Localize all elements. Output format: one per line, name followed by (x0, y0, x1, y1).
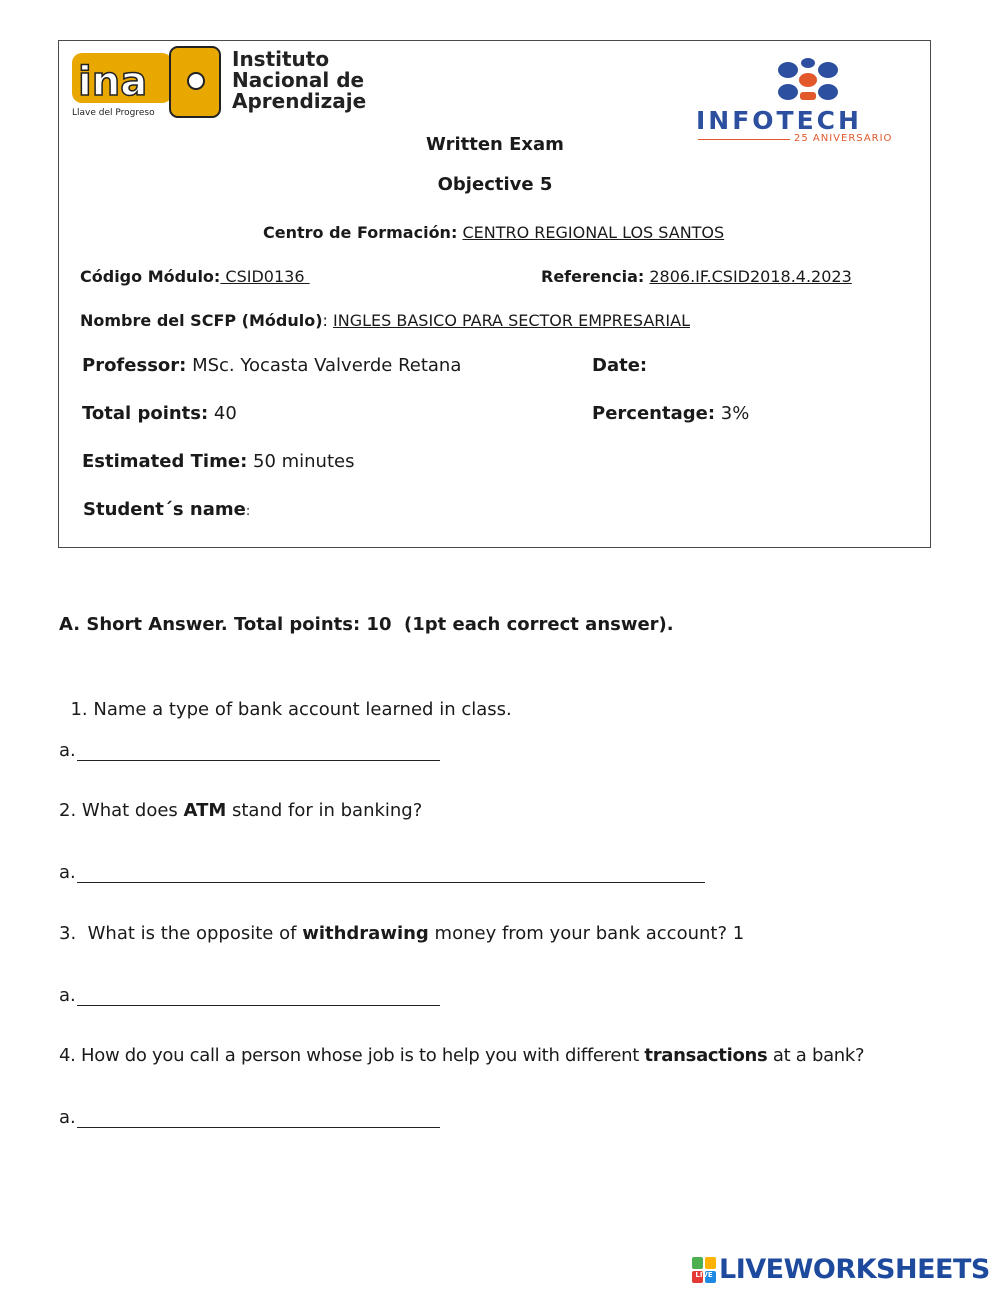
total-points-label: Total points: (82, 403, 209, 424)
answer-1-prefix: a. (59, 740, 76, 761)
question-3-keyword: withdrawing (302, 923, 429, 944)
estimated-time-value: 50 minutes (247, 451, 355, 472)
answer-4-line[interactable] (77, 1127, 440, 1128)
question-4-keyword: transactions (644, 1045, 768, 1066)
nombre-value: INGLES BASICO PARA SECTOR EMPRESARIAL (333, 311, 690, 330)
infotech-emblem-icon (768, 58, 848, 106)
professor-value: MSc. Yocasta Valverde Retana (186, 355, 462, 376)
ina-name-line3: Aprendizaje (232, 89, 367, 113)
date-label: Date: (592, 355, 648, 376)
codigo-row (80, 267, 310, 286)
codigo-label: Código Módulo: (80, 267, 221, 286)
nombre-label: Nombre del SCFP (Módulo) (80, 311, 323, 330)
centro-row (263, 223, 724, 242)
percentage-label: Percentage: (592, 403, 716, 424)
question-1-text: 1. Name a type of bank account learned in class. (70, 699, 512, 720)
question-2-post: stand for in banking? (226, 800, 423, 821)
question-1 (59, 678, 512, 720)
liveworksheets-brand: LIVEWORKSHEETS (719, 1254, 990, 1285)
question-3-post: money from your bank account? 1 (428, 923, 745, 944)
ina-logo (70, 45, 370, 120)
liveworksheets-badge-icon (692, 1257, 716, 1283)
infotech-logo (696, 58, 916, 148)
answer-1-row (59, 740, 76, 761)
referencia-row (541, 267, 852, 286)
answer-1-line[interactable] (77, 760, 440, 761)
ina-name-line2: Nacional de (232, 68, 365, 92)
referencia-value: 2806.IF.CSID2018.4.2023 (649, 267, 852, 286)
codigo-value: CSID0136 (220, 267, 310, 286)
question-3 (59, 923, 744, 944)
ina-name-line1: Instituto (232, 47, 330, 71)
professor-row (82, 355, 461, 376)
answer-3-row (59, 985, 76, 1006)
total-points-row (82, 403, 237, 424)
ina-key-logo-icon (70, 45, 222, 120)
answer-2-prefix: a. (59, 862, 76, 883)
answer-2-row (59, 862, 76, 883)
answer-2-line[interactable] (77, 882, 705, 883)
answer-3-prefix: a. (59, 985, 76, 1006)
student-name-colon: : (245, 504, 251, 519)
infotech-divider (698, 139, 790, 140)
professor-label: Professor: (82, 355, 187, 376)
question-3-pre: 3. What is the opposite of (59, 923, 303, 944)
percentage-value: 3% (715, 403, 750, 424)
nombre-row (80, 311, 690, 330)
liveworksheets-logo[interactable] (692, 1254, 992, 1286)
centro-value: CENTRO REGIONAL LOS SANTOS (462, 223, 725, 242)
nombre-sep: : (322, 311, 334, 330)
total-points-value: 40 (208, 403, 237, 424)
liveworksheets-badge-text: LIVE (695, 1271, 713, 1279)
question-2-keyword: ATM (183, 800, 227, 821)
question-4-post: at a bank? (767, 1045, 865, 1066)
estimated-time-label: Estimated Time: (82, 451, 248, 472)
answer-3-line[interactable] (77, 1005, 440, 1006)
question-2 (59, 800, 422, 821)
ina-mark-text: ina (78, 59, 148, 105)
answer-4-row (59, 1107, 76, 1128)
percentage-row (592, 403, 749, 424)
referencia-label: Referencia: (541, 267, 645, 286)
student-name-row (83, 499, 250, 520)
question-4-pre: 4. How do you call a person whose job is to help you with different (59, 1045, 645, 1066)
question-2-pre: 2. What does (59, 800, 184, 821)
exam-objective: Objective 5 (437, 174, 553, 195)
student-name-label: Student´s name (83, 499, 246, 520)
estimated-time-row (82, 451, 354, 472)
centro-label: Centro de Formación: (263, 223, 458, 242)
section-a-heading: A. Short Answer. Total points: 10 (1pt each correct answer). (59, 614, 674, 635)
ina-name (232, 49, 366, 112)
infotech-name: INFOTECH (696, 106, 862, 135)
answer-4-prefix: a. (59, 1107, 76, 1128)
ina-tagline: Llave del Progreso (72, 108, 155, 118)
infotech-anniversary: 25 ANIVERSARIO (794, 133, 893, 144)
exam-title: Written Exam (426, 134, 564, 155)
question-4 (59, 1045, 864, 1066)
